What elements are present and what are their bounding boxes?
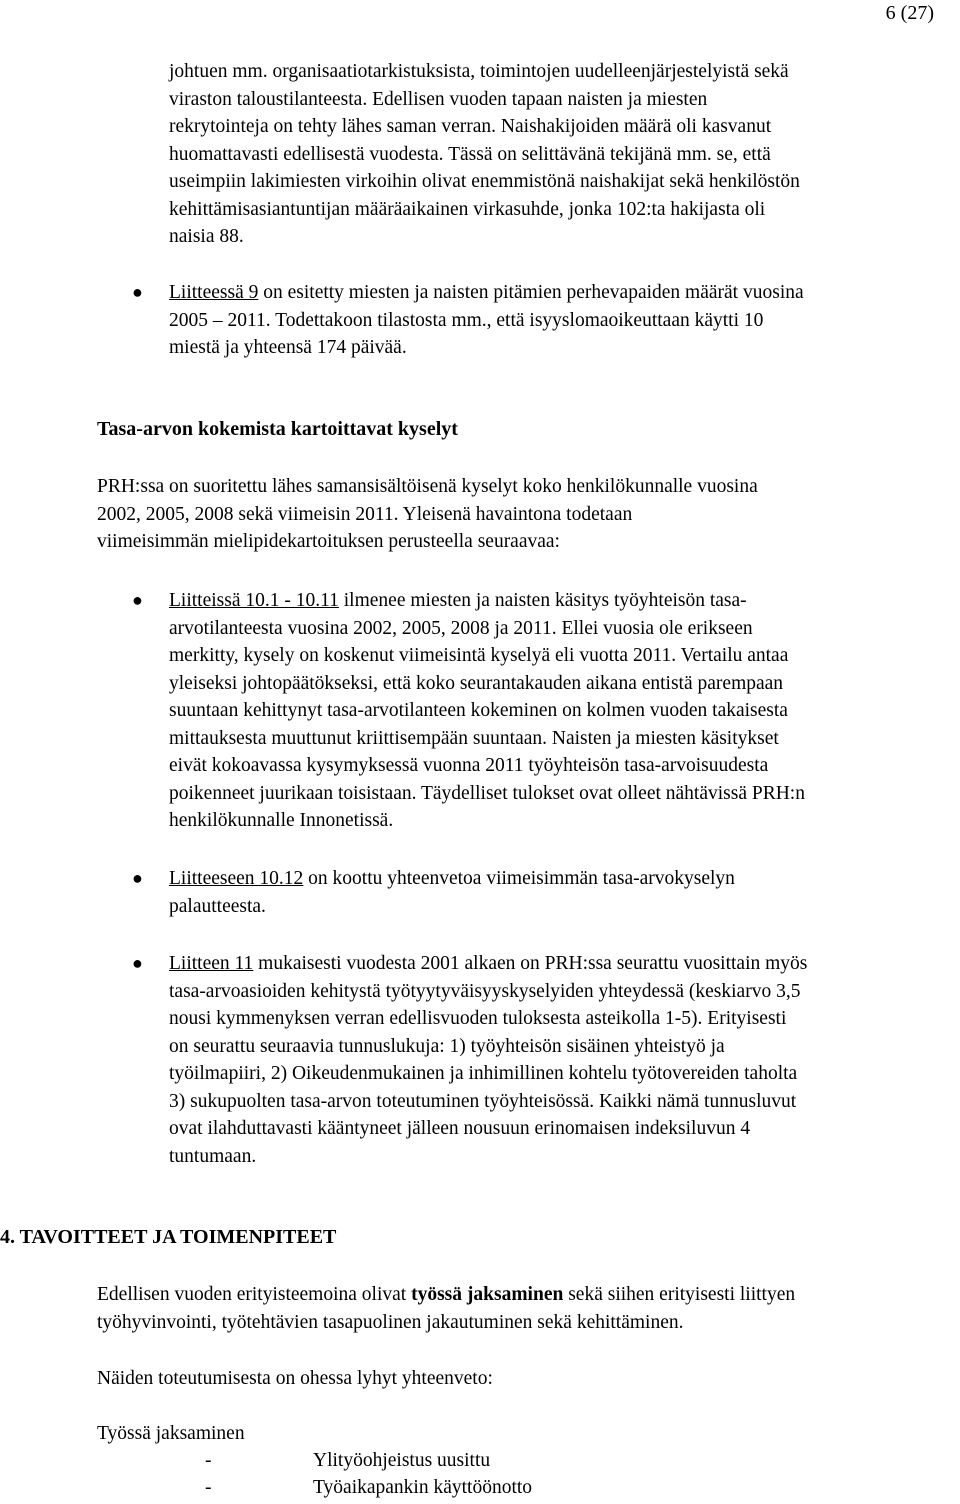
text-line: johtuen mm. organisaatiotarkistuksista, toimintojen uudelleenjärjestelyistä sekä xyxy=(169,61,789,82)
text-line: 2005 – 2011. Todettakoon tilastosta mm., että isyyslomaoikeuttaan käytti 10 xyxy=(169,309,764,331)
list-item-text: Ylityöohjeistus uusittu xyxy=(313,1450,491,1471)
text-line: yleiseksi johtopäätökseksi, että koko seurantakauden aikana entistä parempaan xyxy=(169,672,784,694)
text-line: palautteesta. xyxy=(169,895,266,917)
text-line: tasa-arvoasioiden kehitystä työtyytyväisyyskyselyiden yhteydessä (keskiarvo 3,5 xyxy=(169,980,801,1002)
text-line xyxy=(169,865,735,893)
section-paragraph xyxy=(97,473,758,556)
text-line: 2002, 2005, 2008 sekä viimeisin 2011. Yleisenä havaintona todetaan xyxy=(97,503,633,525)
text-line: 3) sukupuolten tasa-arvon toteutuminen työyhteisössä. Kaikki nämä tunnusluvut xyxy=(169,1090,797,1112)
text-line xyxy=(169,279,804,307)
text-line: suuntaan kehittynyt tasa-arvotilanteen kokeminen on kolmen vuoden takaisesta xyxy=(169,700,788,721)
text-line: useimpiin lakimiesten virkoihin olivat enemmistönä naishakijat sekä henkilöstön xyxy=(169,171,800,192)
dash-marker: - xyxy=(205,1477,212,1498)
bullet-item-yhteenveto xyxy=(169,865,735,920)
text-line: merkitty, kysely on koskenut viimeisintä kyselyä eli vuotta 2011. Vertailu antaa xyxy=(169,645,789,666)
text-line: on seurattu seuraavia tunnuslukuja: 1) työyhteisön sisäinen yhteistyö ja xyxy=(169,1035,725,1057)
text-line: naisia 88. xyxy=(169,226,244,247)
text-line: huomattavasti edellisestä vuodesta. Tässä on selittävänä tekijänä mm. se, että xyxy=(169,143,771,165)
appendix-link[interactable]: Liitteissä 10.1 - 10.11 xyxy=(169,590,339,611)
appendix-link[interactable]: Liitteen 11 xyxy=(169,953,254,974)
text-line xyxy=(169,587,805,615)
appendix-link[interactable]: Liitteeseen 10.12 xyxy=(169,868,304,889)
text-span: sekä siihen erityisesti liittyen xyxy=(563,1284,796,1305)
text-line: viimeisimmän mielipidekartoituksen perusteella seuraavaa: xyxy=(97,531,560,552)
summary-intro: Näiden toteutumisesta on ohessa lyhyt yhteenveto: xyxy=(97,1368,493,1389)
text-span: Edellisen vuoden erityisteemoina olivat xyxy=(97,1284,412,1305)
text-span: ilmenee miesten ja naisten käsitys työyhteisön tasa- xyxy=(338,590,747,611)
text-line: työilmapiiri, 2) Oikeudenmukainen ja inhimillinen kohtelu työtovereiden taholta xyxy=(169,1063,798,1084)
bullet-icon: ● xyxy=(132,953,143,973)
text-line: viraston taloustilanteesta. Edellisen vuoden tapaan naisten ja miesten xyxy=(169,88,708,110)
text-line: arvotilanteesta vuosina 2002, 2005, 2008 ja 2011. Ellei vuosia ole erikseen xyxy=(169,617,753,639)
dash-marker: - xyxy=(205,1450,212,1471)
text-line: nousi kymmenyksen verran edellisvuoden tuloksesta asteikolla 1-5). Erityisesti xyxy=(169,1008,787,1029)
text-line: työhyvinvointi, työtehtävien tasapuolinen jakautuminen sekä kehittäminen. xyxy=(97,1311,684,1333)
text-line: tuntumaan. xyxy=(169,1145,257,1167)
text-line: rekrytointeja on tehty lähes saman verran. Naishakijoiden määrä oli kasvanut xyxy=(169,116,772,137)
text-line: kehittämisasiantuntijan määräaikainen virkasuhde, jonka 102:ta hakijasta oli xyxy=(169,198,766,220)
section-heading: Tasa-arvon kokemista kartoittavat kyselyt xyxy=(97,418,458,440)
list-item xyxy=(205,1474,532,1501)
bullet-item-perhevapaat xyxy=(169,279,804,362)
text-line: ovat ilahduttavasti kääntyneet jälleen nousuun erinomaisen indeksiluvun 4 xyxy=(169,1118,751,1139)
emphasis-text: työssä jaksaminen xyxy=(411,1284,564,1305)
intro-paragraph xyxy=(169,58,800,251)
text-line xyxy=(97,1281,795,1309)
text-span: mukaisesti vuodesta 2001 alkaen on PRH:ssa seurattu vuosittain myös xyxy=(253,953,808,974)
text-span: on koottu yhteenvetoa viimeisimmän tasa-arvokyselyn xyxy=(303,868,735,889)
text-line: henkilökunnalle Innonetissä. xyxy=(169,810,394,831)
bullet-icon: ● xyxy=(132,868,143,888)
bullet-item-tunnusluvut xyxy=(169,950,807,1170)
page-number: 6 (27) xyxy=(885,2,934,24)
goals-paragraph xyxy=(97,1281,795,1336)
sub-heading: Työssä jaksaminen xyxy=(97,1423,245,1444)
bullet-item-kysely xyxy=(169,587,805,835)
list-item-text: Työaikapankin käyttöönotto xyxy=(313,1477,533,1498)
bullet-icon: ● xyxy=(132,590,143,610)
bullet-icon: ● xyxy=(132,282,143,302)
chapter-heading: 4. TAVOITTEET JA TOIMENPITEET xyxy=(0,1226,337,1248)
text-line: miestä ja yhteensä 174 päivää. xyxy=(169,337,407,358)
text-span: on esitetty miesten ja naisten pitämien perhevapaiden määrät vuosina xyxy=(258,282,804,303)
text-line: PRH:ssa on suoritettu lähes samansisältöisenä kyselyt koko henkilökunnalle vuosina xyxy=(97,476,758,497)
text-line: eivät kokoavassa kysymyksessä vuonna 2011 työyhteisön tasa-arvoisuudesta xyxy=(169,755,769,776)
appendix-link[interactable]: Liitteessä 9 xyxy=(169,282,259,303)
text-line: mittauksesta muuttunut kriittisempään suuntaan. Naisten ja miesten käsitykset xyxy=(169,727,779,749)
text-line xyxy=(169,950,807,978)
list-item xyxy=(205,1447,490,1474)
text-line: poikenneet juurikaan toisistaan. Täydelliset tulokset ovat olleet nähtävissä PRH:n xyxy=(169,782,805,804)
